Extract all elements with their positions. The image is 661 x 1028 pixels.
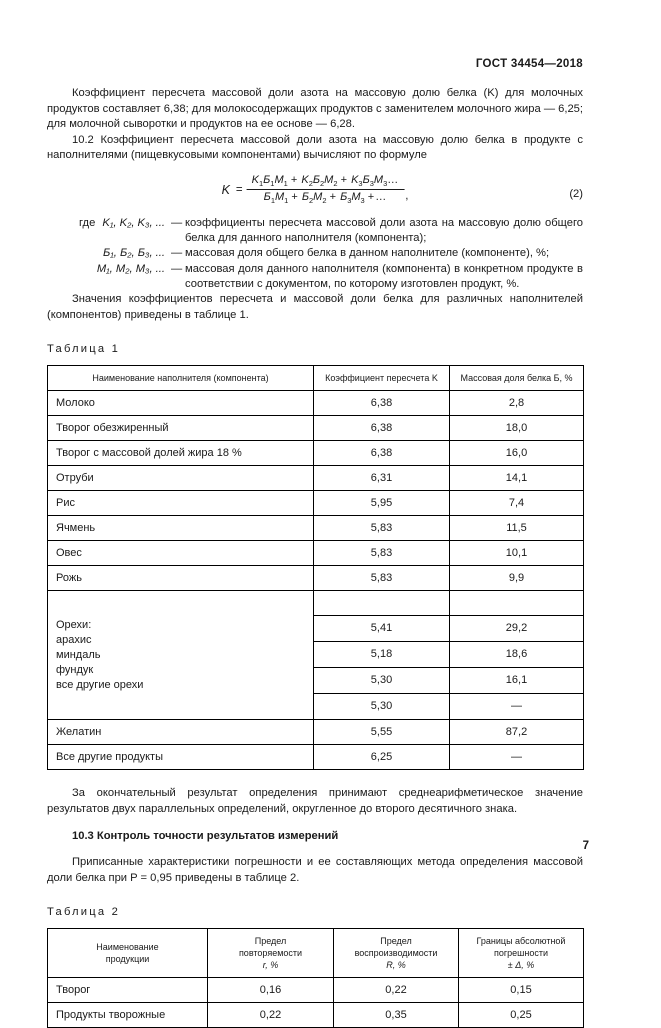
formula-numerator: $K_1Б_1M_1 + K_2Б_2M_2$ + $K_3Б_3M_3\dots$ [251, 173, 400, 189]
table-row [48, 491, 584, 516]
table1-cell-factor: 5,83 [314, 516, 450, 541]
table1-header-row [48, 366, 584, 391]
table2-col-abs-error-l2: погрешности [493, 948, 549, 959]
table2-cell-abs-error: 0,15 [459, 978, 584, 1003]
table1-cell-factor: 6,25 [314, 745, 450, 770]
formula-equals-sign: = [235, 183, 243, 196]
nuts-blank-factor [314, 591, 450, 616]
nuts-sub-name-almond: миндаль [56, 648, 101, 661]
table1-cell-factor: 5,83 [314, 541, 450, 566]
table1-cell-name: Творог обезжиренный [48, 416, 314, 441]
paragraph-table2-reference: Приписанные характеристики погрешности и ее составляющих метода определения массовой доли белка при P = 0,95 приведены в таблице 2. [47, 855, 583, 884]
table2-col-reproducibility-l1: Предел [380, 936, 412, 947]
nuts-sub-name-hazelnut: фундук [56, 663, 94, 676]
nuts-cell-factor-peanut: 5,41 [314, 616, 450, 642]
legend-symbol-list-B: Б₁, Б₂, Б₃, ... [102, 247, 165, 260]
nuts-cell-protein-hazelnut: 16,1 [450, 668, 584, 694]
table1-cell-name: Рис [48, 491, 314, 516]
table1-cell-factor: 5,95 [314, 491, 450, 516]
table2-col-abs-error-l3: ± Δ, % [507, 960, 535, 971]
table1-cell-protein: 18,0 [450, 416, 584, 441]
table-row-nuts-group [48, 591, 584, 616]
table-row [48, 541, 584, 566]
table2-col-abs-error [459, 929, 584, 978]
legend-keyword-where: где [78, 216, 96, 229]
table2-col-reproducibility-l2: воспроизводимости [354, 948, 438, 959]
legend-row [47, 262, 583, 292]
formula-lhs-K: K [221, 182, 230, 197]
table1-cell-name: Ячмень [48, 516, 314, 541]
table1-cell-name: Рожь [48, 566, 314, 591]
page-content [47, 86, 583, 1028]
table2-cell-abs-error: 0,25 [459, 1003, 584, 1028]
table1-cell-name: Молоко [48, 391, 314, 416]
formula-denominator: $Б_1M_1 + Б_2M_2 + Б_3M_3$ +… [263, 191, 388, 206]
page-header-standard-number: ГОСТ 34454—2018 [475, 58, 583, 70]
formula-2 [222, 173, 409, 206]
table2-col-abs-error-l1: Границы абсолютной [476, 936, 566, 947]
table1-col-protein: Массовая доля белка Б, % [450, 366, 584, 391]
table-row [48, 720, 584, 745]
table1-cell-name: Желатин [48, 720, 314, 745]
paragraph-clause-10-2: 10.2 Коэффициент пересчета массовой доли азота на массовую долю белка в продукте с наполнителями (пищевкусовыми компонентами) вычисляют по формуле [47, 133, 583, 162]
table2-header-row [48, 929, 584, 978]
table2-col-product-l2: продукции [105, 954, 150, 965]
legend-symbols-K [47, 216, 171, 246]
table2-col-reproducibility [334, 929, 459, 978]
table2-cell-repeatability: 0,16 [208, 978, 334, 1003]
nuts-blank-protein [450, 591, 584, 616]
table1-cell-factor: 6,38 [314, 416, 450, 441]
table2-cell-product: Продукты творожные [48, 1003, 208, 1028]
formula-legend [47, 216, 583, 292]
table1-cell-protein: 16,0 [450, 441, 584, 466]
table-row [48, 466, 584, 491]
table2-cell-repeatability: 0,22 [208, 1003, 334, 1028]
table1-cell-protein: 10,1 [450, 541, 584, 566]
formula-number: (2) [569, 187, 583, 200]
paragraph-table1-reference: Значения коэффициентов пересчета и массовой доли белка для различных наполнителей (компонентов) приведены в таблице 1. [47, 292, 583, 321]
table-precision-characteristics [47, 928, 584, 1028]
table2-cell-product: Творог [48, 978, 208, 1003]
table2-col-repeatability [208, 929, 334, 978]
table1-cell-protein: 2,8 [450, 391, 584, 416]
page-number: 7 [582, 840, 589, 852]
table2-cell-reproducibility: 0,22 [334, 978, 459, 1003]
legend-definition-M: массовая доля данного наполнителя (компонента) в конкретном продукте в соответствии с документом, по которому изготовлен продукт, %. [185, 262, 583, 290]
nuts-sub-name-other: все другие орехи [56, 678, 144, 691]
legend-dash: — [171, 262, 183, 275]
legend-dash: — [171, 216, 183, 229]
table1-cell-name: Творог с массовой долей жира 18 % [48, 441, 314, 466]
table-row [48, 1003, 584, 1028]
table-row [48, 391, 584, 416]
table1-cell-factor: 5,55 [314, 720, 450, 745]
table-row [48, 745, 584, 770]
table-row [48, 416, 584, 441]
legend-definition-B: массовая доля общего белка в данном наполнителе (компоненте), %; [185, 247, 550, 260]
table1-col-name: Наименование наполнителя (компонента) [48, 366, 314, 391]
formula-block [47, 170, 583, 216]
nuts-cell-factor-other: 5,30 [314, 694, 450, 720]
paragraph-final-result: За окончательный результат определения принимают среднеарифметическое значение результатов двух параллельных определений, округленное до второго десятичного знака. [47, 787, 583, 815]
nuts-sub-name-peanut: арахис [56, 633, 92, 646]
table2-col-repeatability-l1: Предел [254, 936, 287, 947]
table1-col-factor: Коэффициент пересчета K [314, 366, 450, 391]
table1-cell-protein: 14,1 [450, 466, 584, 491]
legend-dash: — [171, 247, 183, 260]
table1-cell-protein: — [450, 745, 584, 770]
table1-cell-protein: 87,2 [450, 720, 584, 745]
table1-cell-nuts-group [48, 591, 314, 720]
legend-row [47, 246, 583, 261]
table1-cell-protein: 7,4 [450, 491, 584, 516]
legend-symbol-list-M: M₁, M₂, M₃, ... [96, 262, 165, 275]
table-row [48, 441, 584, 466]
table1-cell-factor: 5,83 [314, 566, 450, 591]
table1-cell-factor: 6,38 [314, 391, 450, 416]
table1-caption: Таблица 1 [47, 343, 120, 356]
table2-col-product [48, 929, 208, 978]
legend-definition-K: коэффициенты пересчета массовой доли азота на массовую долю общего белка для данного наполнителя (компонента); [185, 216, 583, 245]
nuts-cell-protein-other: — [450, 694, 584, 720]
heading-10-3: 10.3 Контроль точности результатов измерений [72, 830, 339, 843]
formula-fraction [247, 173, 405, 206]
table1-cell-name: Все другие продукты [48, 745, 314, 770]
table1-cell-factor: 6,38 [314, 441, 450, 466]
paragraph-conversion-factor: Коэффициент пересчета массовой доли азота на массовую долю белка (K) для молочных продуктов составляет 6,38; для молокосодержащих продуктов с заменителем молочного жира — 6,25; для молочной сыворотки и продуктов на ее основе — 6,28. [47, 87, 583, 131]
table2-col-repeatability-l3: r, % [262, 960, 279, 971]
nuts-cell-protein-peanut: 29,2 [450, 616, 584, 642]
nuts-cell-factor-almond: 5,18 [314, 642, 450, 668]
legend-symbol-list-K: K₁, K₂, K₃, ... [102, 216, 165, 229]
table-row [48, 516, 584, 541]
table-conversion-factors [47, 365, 584, 770]
table-row [48, 566, 584, 591]
nuts-cell-factor-hazelnut: 5,30 [314, 668, 450, 694]
table-row [48, 978, 584, 1003]
formula-trailing-comma: , [405, 190, 409, 203]
table2-caption: Таблица 2 [47, 906, 120, 919]
table1-cell-name: Овес [48, 541, 314, 566]
table2-col-repeatability-l2: повторяемости [238, 948, 303, 959]
table2-col-reproducibility-l3: R, % [386, 960, 406, 971]
table1-cell-name: Отруби [48, 466, 314, 491]
table2-col-product-l1: Наименование [96, 942, 159, 953]
table1-cell-protein: 11,5 [450, 516, 584, 541]
nuts-group-label: Орехи: [56, 618, 92, 631]
table2-cell-reproducibility: 0,35 [334, 1003, 459, 1028]
table1-cell-factor: 6,31 [314, 466, 450, 491]
nuts-cell-protein-almond: 18,6 [450, 642, 584, 668]
table1-cell-protein: 9,9 [450, 566, 584, 591]
legend-row [47, 216, 583, 246]
